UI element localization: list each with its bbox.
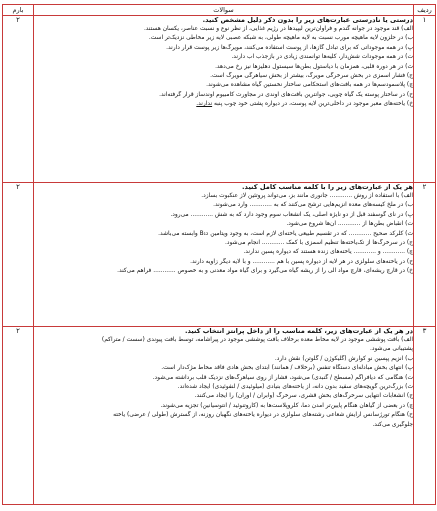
question-row-1 — [3, 16, 436, 183]
question-line: پشتیبانی می‌شود. — [370, 346, 413, 353]
row-number: ۱ — [414, 16, 436, 183]
header-questions: سوالات — [34, 5, 414, 16]
row-number: ۳ — [414, 327, 436, 505]
question-line: چ) پلاسمودسم‌ها در همه بافت‌های استحکامی ساختار نخستین گیاه مشاهده می‌شوند. — [206, 82, 413, 89]
question-line: ب) آنزیم پپسین نو کوارش (گلیکوژن / گلوتن) نقش دارد. — [274, 355, 413, 362]
question-line-text: خ) یاخته‌های معبر موجود در داخلی‌ترین لایه پوست، در دیواره پشتی خود چوب پنبه — [213, 101, 413, 108]
row-number: ۲ — [414, 183, 436, 327]
question-title: درستی یا نادرستی عبارت‌های زیر را بدون ذکر دلیل مشخص کنید. — [202, 16, 413, 24]
question-line: ح) هنگام تورژسانس آرایش شعاعی رشته‌های سلولزی در دیواره یاخته‌های نگهبان روزنه، از گسترش (طولی / عرضی) یاخته — [113, 412, 413, 419]
question-line — [34, 100, 413, 109]
header-number: ردیف — [414, 5, 436, 16]
header-row — [3, 5, 436, 16]
row-score: ۲ — [3, 327, 34, 505]
question-title: در هر یک از عبارت‌های زیر، کلمه مناسب را از داخل پرانتز انتخاب کنید. — [184, 327, 413, 335]
question-line: پ) در همه موجوداتی که برای تبادل گازها، از پوست استفاده می‌کنند، مویرگ‌ها زیر پوست قرار دارند. — [166, 44, 413, 51]
question-cell — [34, 16, 414, 183]
question-line: چ) ............ و ............ یاخته‌های زنده هستند که دیواره پسین ندارند. — [243, 249, 413, 256]
question-line: ج) انشعابات انتهایی سرخرگ‌های بخش قشری، سرخرگ (وابران / آوران) را ایجاد می‌کنند. — [194, 393, 413, 400]
question-row-3 — [3, 327, 436, 505]
question-line: ح) در ساختار پوسته یک گیاه چوبی، جوانترین بافت‌های آوندی در مجاورت کامبیوم آوندساز قرار گرفته‌اند. — [159, 91, 413, 98]
question-line: الف) بافت پوششی موجود در لایه مخاط معده برخلاف بافت پوششی موجود در پیراشامه، توسط بافت پیوندی (سست / متراکم) — [101, 337, 413, 343]
underlined-word: ندارند. — [196, 101, 213, 108]
question-line: الف) قند موجود در جوانه گندم و فراوان‌ترین لیپیدها در رژیم غذایی، از نظر نوع و نسبت عناصر، یکسان هستند. — [143, 26, 413, 32]
question-line: ج) فشار اسمزی در بخش سرخرگی مویرگ، بیشتر از بخش سیاهرگی مویرگ است. — [210, 73, 413, 80]
question-line: ب) در حلزون لایه ماهیچه مورب نسبت به لایه ماهیچه طولی، به شبکه عصبی لایه زیر مخاطی نزدیک‌تر است. — [148, 35, 413, 42]
question-line: خ) در قارچ ریشه‌ای، قارچ مواد آلی را از ریشه گیاه می‌گیرد و برای گیاه مواد معدنی و به خصوص ............ فراهم می‌کند. — [117, 268, 413, 275]
header-score: بارم — [3, 5, 34, 16]
row-score: ۲ — [3, 183, 34, 327]
questions-table — [2, 4, 436, 505]
question-line: الف) با استفاده از روش ............ جانوری مانند بز، می‌تواند پروتئین لاز عنکبوت بسازد. — [201, 193, 413, 199]
question-line: ب) در ملخ کیسه‌های معده آنزیم‌هایی ترشح می‌کنند که به ............ وارد می‌شوند. — [213, 202, 413, 209]
question-line: ث) در هر دوره قلبی، همزمان با دیاستول بطن‌ها سیستول دهلیزها نیز رخ می‌دهد. — [215, 63, 413, 70]
question-row-2 — [3, 183, 436, 327]
row-score: ۲ — [3, 16, 34, 183]
question-line: ت) در همه موجودات شش‌دار، کلیه‌ها توانمندی زیادی در بازجذب آب دارند. — [231, 54, 413, 61]
question-line: ت) انقباض بطن‌ها از ............ آن‌ها شروع می‌شود. — [286, 221, 413, 228]
question-line: پ) در نای گوسفند قبل از دو نایژه اصلی، یک انشعاب سوم وجود دارد که به شش ............ می‌رود. — [170, 211, 413, 218]
question-title: هر یک از عبارت‌های زیر را با کلمه مناسب کامل کنید. — [242, 183, 413, 191]
question-line: ح) در یاخته‌های سلولزی در هر لایه از دیواره پسین با هم ............ و با لایه دیگر زاویه دارند. — [190, 258, 413, 265]
question-cell — [34, 327, 414, 505]
question-line: پ) انتهای بخش مبادله‌ای دستگاه تنفس (برخلاف / همانند) ابتدای بخش هادی فاقد مخاط مژک‌دار است. — [161, 365, 413, 372]
question-line: ت) هنگامی که دیافراگم (مسطح / گنبدی) می‌شود، فشار از روی سیاهرگ‌های نزدیک قلب برداشته می‌شود. — [152, 374, 413, 381]
question-cell — [34, 183, 414, 327]
question-line: ج) در سرخرگ‌ها از تک‌یاخته‌ها تنظیم اسمزی با کمک ............ انجام می‌شود. — [225, 240, 413, 247]
question-line: ث) کلرکد صحیح ............ که در تقسیم طبیعی یاخته‌ای لازم است، به وجود ویتامین B₁₂ وابسته می‌باشد. — [158, 230, 413, 237]
question-line: ث) بزرگ‌ترین گویچه‌های سفید بدون دانه، از یاخته‌های بنیادی (میلوئیدی / لنفوئیدی) ایجاد شده‌اند. — [177, 384, 413, 391]
question-line: جلوگیری می‌کند. — [372, 421, 413, 428]
question-line: چ) در بعضی از گیاهان هنگام پایین‌تر آمدن دما، کلروپلاست‌ها به (کاروتنوئید / آنتوسیانین) تجزیه می‌شوند. — [160, 402, 413, 409]
